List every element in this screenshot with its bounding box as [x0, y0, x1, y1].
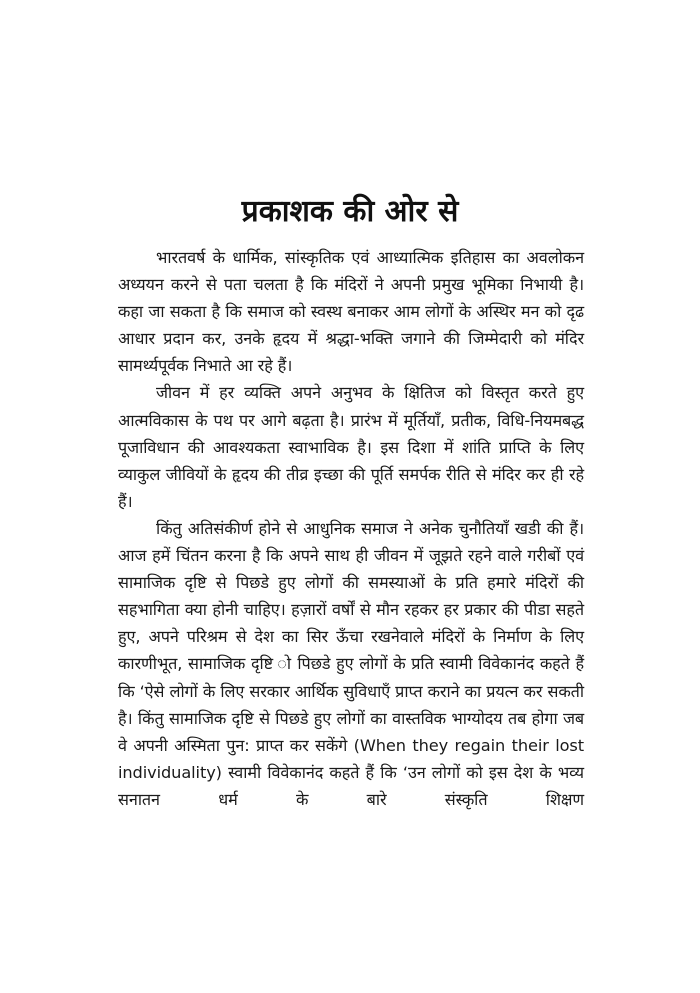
paragraph-1: भारतवर्ष के धार्मिक, सांस्कृतिक एवं आध्यात्मिक इतिहास का अवलोकन अध्ययन करने से पता चलता है कि मंदिरों ने अपनी प्रमुख भूमिका निभायी है। कहा जा सकता है कि समाज को स्वस्थ बनाकर आम लोगों के अस्थिर मन को दृढ आधार प्रदान कर, उनके हृदय में श्रद्धा-भक्ति जगाने की जिम्मेदारी को मंदिर सामर्थ्यपूर्वक निभाते आ रहे हैं।: [118, 248, 584, 376]
paragraph-3: किंतु अतिसंकीर्ण होने से आधुनिक समाज ने अनेक चुनौतियाँ खडी की हैं। आज हमें चिंतन करना है कि अपने साथ ही जीवन में जूझते रहने वाले गरीबों एवं सामाजिक दृष्टि से पिछडे हुए लोगों की समस्याओं के प्रति हमारे मंदिरों की सहभागिता क्या होनी चाहिए। हज़ारों वर्षों से मौन रहकर हर प्रकार की पीडा सहते हुए, अपने परिश्रम से देश का सिर ऊँचा रखनेवाले मंदिरों के निर्माण के लिए कारणीभूत, सामाजिक दृष्टि ो पिछडे हुए लोगों के प्रति स्वामी विवेकानंद कहते हैं कि ‘ऐसे लोगों के लिए सरकार आर्थिक सुविधाएँ प्राप्त कराने का प्रयत्न कर सकती है। किंतु सामाजिक दृष्टि से पिछडे हुए लोगों का वास्तविक भाग्योदय तब होगा जब वे अपनी अस्मिता पुन: प्राप्त कर सकेंगे (When they regain their lost individuality) स्वामी विवेकानंद कहते हैं कि ‘उन लोगों को इस देश के भव्य सनातन धर्म के बारे संस्कृति शिक्षण: [118, 518, 584, 809]
page-title: प्रकाशक की ओर से: [241, 194, 459, 229]
body-text: [118, 244, 584, 813]
paragraph-2: जीवन में हर व्यक्ति अपने अनुभव के क्षितिज को विस्तृत करते हुए आत्मविकास के पथ पर आगे बढ़ता है। प्रारंभ में मूर्तियाँ, प्रतीक, विधि-नियमबद्ध पूजाविधान की आवश्यकता स्वाभाविक है। इस दिशा में शांति प्राप्ति के लिए व्याकुल जीवियों के हृदय की तीव्र इच्छा की पूर्ति समर्पक रीति से मंदिर कर ही रहे हैं।: [118, 383, 584, 511]
